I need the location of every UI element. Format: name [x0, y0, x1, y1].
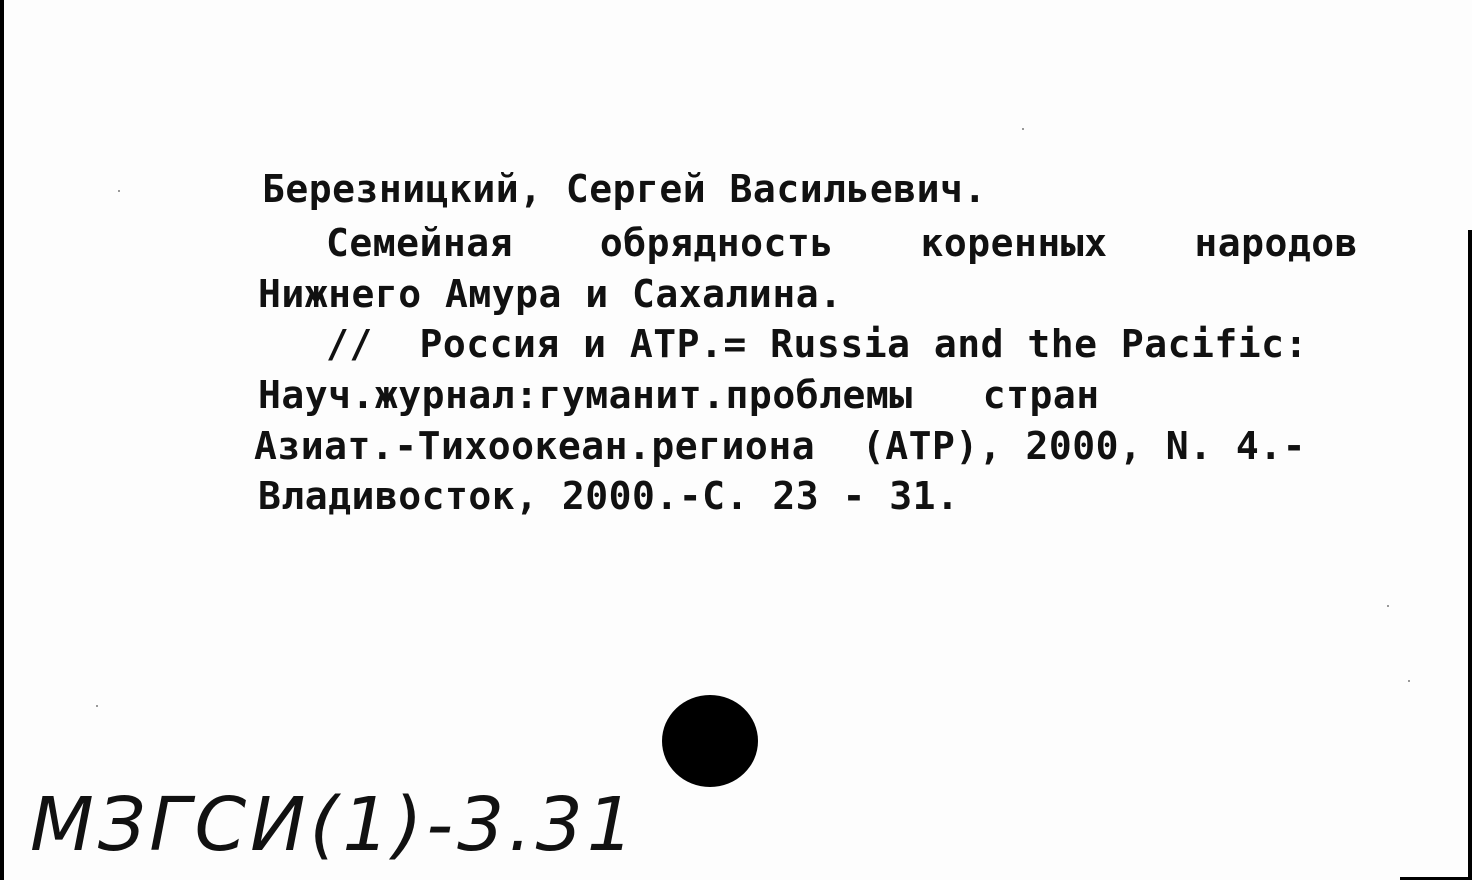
title-word: коренных — [920, 221, 1108, 265]
scan-speck — [1022, 128, 1024, 130]
author-line: Березницкий, Сергей Васильевич. — [262, 167, 987, 211]
source-line-2: Науч.журнал:гуманит.проблемы стран — [258, 373, 1100, 417]
scan-speck — [118, 190, 120, 192]
title-word: народов — [1194, 221, 1358, 265]
source-line-3: Азиат.-Тихоокеан.региона (АТР), 2000, N. 4.- — [254, 424, 1307, 468]
card-right-edge — [1468, 230, 1472, 880]
handwritten-shelfmark — [30, 778, 730, 868]
shelfmark-text: МЗГСИ(1)-3.31 — [30, 782, 638, 868]
card-left-edge — [0, 0, 4, 880]
scan-speck — [96, 705, 98, 707]
title-line-1 — [326, 221, 1358, 265]
scan-speck — [1408, 680, 1410, 682]
scan-speck — [1387, 605, 1389, 607]
card-punch-hole — [662, 695, 758, 787]
title-word: Семейная — [326, 221, 514, 265]
title-line-2: Нижнего Амура и Сахалина. — [258, 272, 843, 316]
source-line-4: Владивосток, 2000.-С. 23 - 31. — [258, 474, 960, 518]
source-line-1: // Россия и АТР.= Russia and the Pacific: — [326, 322, 1308, 366]
title-word: обрядность — [599, 221, 834, 265]
